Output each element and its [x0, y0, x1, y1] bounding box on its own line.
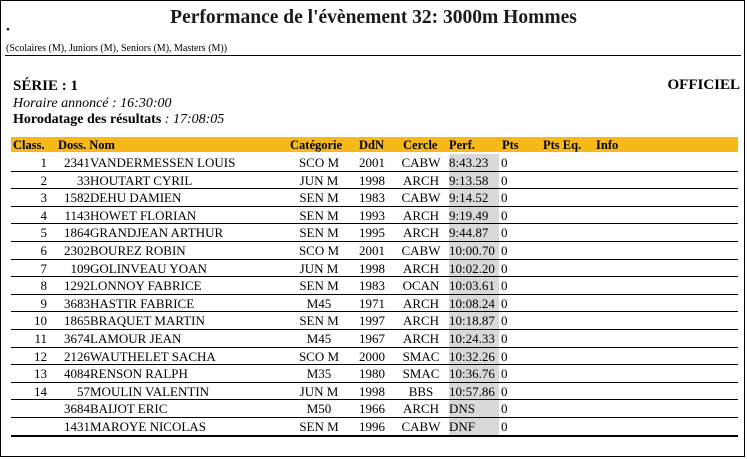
cell-pts: 0: [501, 207, 508, 223]
cell-pts: 0: [501, 348, 508, 364]
cell-categorie: JUN M: [299, 260, 339, 276]
cell-categorie: M45: [306, 295, 332, 311]
cell-ddn: 1967: [359, 331, 385, 346]
row-divider: [11, 435, 738, 436]
cell-cercle: ARCH: [402, 207, 440, 223]
cell-pts: 0: [501, 278, 508, 294]
cell-doss: 2126: [64, 348, 90, 364]
table-row: [11, 242, 738, 260]
cell-categorie: JUN M: [299, 172, 339, 188]
cell-categorie: SEN M: [299, 313, 339, 329]
cell-pts: 0: [501, 313, 508, 329]
table-row: [11, 295, 738, 313]
header-pts-eq: Pts Eq.: [543, 138, 582, 152]
header-cercle: Cercle: [403, 138, 438, 152]
cell-perf: DNF: [449, 419, 476, 434]
table-row: [11, 400, 738, 418]
cell-class: 13: [34, 366, 47, 382]
cell-doss: 3683: [64, 295, 90, 311]
cell-doss: 109: [70, 260, 90, 276]
cell-ddn: 1971: [359, 295, 385, 311]
cell-class: 8: [40, 278, 47, 294]
cell-doss: 1143: [64, 207, 90, 223]
cell-ddn: 1983: [359, 278, 385, 294]
cell-pts: 0: [501, 225, 508, 241]
cell-categorie: M35: [306, 366, 332, 382]
cell-perf: 10:08.24: [449, 295, 495, 311]
cell-class: 3: [40, 190, 47, 206]
page-title: Performance de l'évènement 32: 3000m Hommes: [170, 7, 577, 28]
categories-note: (Scolaires (M), Juniors (M), Seniors (M), Masters (M)): [6, 43, 228, 54]
cell-perf: 10:57.86: [449, 383, 495, 399]
cell-doss: 1431: [64, 419, 90, 434]
cell-cercle: CABW: [401, 243, 441, 258]
cell-perf: 10:02.20: [449, 260, 495, 276]
cell-perf: 10:03.61: [449, 278, 495, 294]
cell-categorie: SCO M: [298, 243, 340, 258]
cell-cercle: SMAC: [402, 348, 440, 364]
cell-ddn: 1998: [359, 383, 385, 399]
cell-categorie: SEN M: [299, 190, 339, 206]
table-row: [11, 312, 738, 330]
cell-class: 12: [34, 348, 47, 364]
cell-perf: 9:19.49: [449, 207, 489, 223]
cell-class: 7: [40, 260, 47, 276]
cell-ddn: 1995: [359, 225, 385, 241]
cell-class: 11: [34, 331, 47, 346]
table-header: [11, 137, 738, 152]
cell-pts: 0: [501, 419, 508, 434]
cell-perf: DNS: [449, 401, 476, 417]
cell-doss: 4084: [64, 366, 90, 382]
cell-doss: 1865: [64, 313, 90, 329]
cell-cercle: OCAN: [402, 278, 440, 294]
cell-cercle: CABW: [401, 155, 441, 170]
header-categorie: Catégorie: [290, 138, 343, 152]
cell-pts: 0: [501, 295, 508, 311]
cell-cercle: ARCH: [402, 260, 440, 276]
cell-pts: 0: [501, 190, 508, 206]
cell-class: 5: [40, 225, 47, 241]
cell-cercle: ARCH: [402, 172, 440, 188]
cell-doss: 1292: [64, 278, 90, 294]
cell-cercle: ARCH: [402, 295, 440, 311]
cell-perf: 9:44.87: [449, 225, 489, 241]
header-pts: Pts: [502, 138, 519, 152]
cell-doss: 33: [77, 172, 90, 188]
cell-ddn: 2000: [359, 348, 385, 364]
cell-ddn: 1993: [359, 207, 385, 223]
cell-nom: BAIJOT ERIC: [90, 401, 168, 417]
cell-nom: GRANDJEAN ARTHUR: [90, 225, 224, 241]
cell-perf: 10:00.70: [449, 243, 495, 258]
cell-doss: 1864: [64, 225, 90, 241]
table-row: [11, 383, 738, 401]
cell-nom: MOULIN VALENTIN: [90, 383, 210, 399]
cell-categorie: SCO M: [298, 155, 340, 170]
cell-class: 9: [40, 295, 47, 311]
cell-doss: 3684: [64, 401, 90, 417]
cell-class: 4: [40, 207, 47, 223]
cell-pts: 0: [501, 155, 508, 170]
header-doss-nom: Doss. Nom: [58, 138, 115, 152]
table-row: [11, 348, 738, 366]
cell-cercle: SMAC: [402, 366, 440, 382]
cell-perf: 9:13.58: [449, 172, 489, 188]
cell-doss: 57: [77, 383, 90, 399]
cell-pts: 0: [501, 172, 508, 188]
cell-doss: 2341: [64, 155, 90, 170]
cell-class: 1: [40, 155, 47, 170]
cell-pts: 0: [501, 243, 508, 258]
cell-perf: 10:24.33: [449, 331, 495, 346]
cell-pts: 0: [501, 366, 508, 382]
cell-doss: 2302: [64, 243, 90, 258]
cell-cercle: CABW: [401, 190, 441, 206]
cell-nom: BRAQUET MARTIN: [90, 313, 205, 329]
cell-class: 14: [34, 383, 47, 399]
cell-nom: LAMOUR JEAN: [90, 331, 182, 346]
table-row: [11, 418, 738, 436]
bullet-mark: •: [6, 24, 10, 36]
header-info: Info: [596, 138, 619, 152]
table-row: [11, 277, 738, 295]
cell-ddn: 2001: [359, 155, 385, 170]
cell-cercle: ARCH: [402, 313, 440, 329]
cell-ddn: 1998: [359, 260, 385, 276]
cell-nom: RENSON RALPH: [90, 366, 188, 382]
cell-ddn: 1966: [359, 401, 385, 417]
cell-nom: HOUTART CYRIL: [90, 172, 193, 188]
cell-nom: MAROYE NICOLAS: [90, 419, 206, 434]
cell-nom: VANDERMESSEN LOUIS: [90, 155, 236, 170]
cell-class: 6: [40, 243, 47, 258]
horaire-annonce: Horaire annoncé : 16:30:00: [13, 96, 172, 111]
cell-ddn: 1983: [359, 190, 385, 206]
cell-categorie: SEN M: [299, 207, 339, 223]
cell-pts: 0: [501, 260, 508, 276]
table-row: [11, 224, 738, 242]
results-table: [11, 137, 738, 437]
cell-cercle: ARCH: [402, 225, 440, 241]
cell-cercle: BBS: [408, 383, 434, 399]
cell-nom: WAUTHELET SACHA: [90, 348, 216, 364]
cell-perf: 10:18.87: [449, 313, 495, 329]
cell-nom: LONNOY FABRICE: [90, 278, 202, 294]
cell-nom: GOLINVEAU YOAN: [90, 260, 207, 276]
cell-perf: 10:36.76: [449, 366, 495, 382]
cell-categorie: M45: [306, 331, 332, 346]
cell-pts: 0: [501, 331, 508, 346]
table-row: [11, 330, 738, 348]
table-row: [11, 365, 738, 383]
cell-cercle: CABW: [401, 419, 441, 434]
cell-ddn: 1996: [359, 419, 385, 434]
cell-nom: BOUREZ ROBIN: [90, 243, 186, 258]
serie-label: SÉRIE : 1: [13, 78, 79, 94]
cell-ddn: 2001: [359, 243, 385, 258]
official-status: OFFICIEL: [667, 77, 740, 93]
cell-nom: HASTIR FABRICE: [90, 295, 195, 311]
cell-perf: 10:32.26: [449, 348, 495, 364]
cell-categorie: M50: [306, 401, 332, 417]
cell-doss: 1582: [64, 190, 90, 206]
cell-nom: DEHU DAMIEN: [90, 190, 182, 206]
header-ddn: DdN: [359, 138, 385, 152]
cell-class: 10: [34, 313, 47, 329]
table-row: [11, 172, 738, 190]
cell-cercle: ARCH: [402, 401, 440, 417]
table-row: [11, 189, 738, 207]
cell-nom: HOWET FLORIAN: [90, 207, 197, 223]
cell-categorie: SEN M: [299, 278, 339, 294]
cell-doss: 3674: [64, 331, 90, 346]
cell-perf: 8:43.23: [449, 155, 489, 170]
cell-cercle: ARCH: [402, 331, 440, 346]
cell-categorie: JUN M: [299, 383, 339, 399]
header-class: Class.: [13, 138, 45, 152]
table-row: [11, 207, 738, 225]
cell-class: 2: [40, 172, 47, 188]
horodatage-label: Horodatage des résultats: [13, 112, 162, 127]
horodatage-resultats: [13, 112, 224, 128]
cell-ddn: 1998: [359, 172, 385, 188]
cell-categorie: SEN M: [299, 225, 339, 241]
cell-pts: 0: [501, 383, 508, 399]
table-row: [11, 154, 738, 172]
cell-pts: 0: [501, 401, 508, 417]
cell-categorie: SCO M: [298, 348, 340, 364]
cell-ddn: 1980: [359, 366, 385, 382]
header-perf: Perf.: [449, 138, 476, 152]
horodatage-value: : 17:08:05: [164, 112, 225, 127]
table-row: [11, 260, 738, 278]
header-divider: [5, 55, 741, 56]
cell-categorie: SEN M: [299, 419, 339, 434]
cell-ddn: 1997: [359, 313, 385, 329]
cell-perf: 9:14.52: [449, 190, 489, 206]
